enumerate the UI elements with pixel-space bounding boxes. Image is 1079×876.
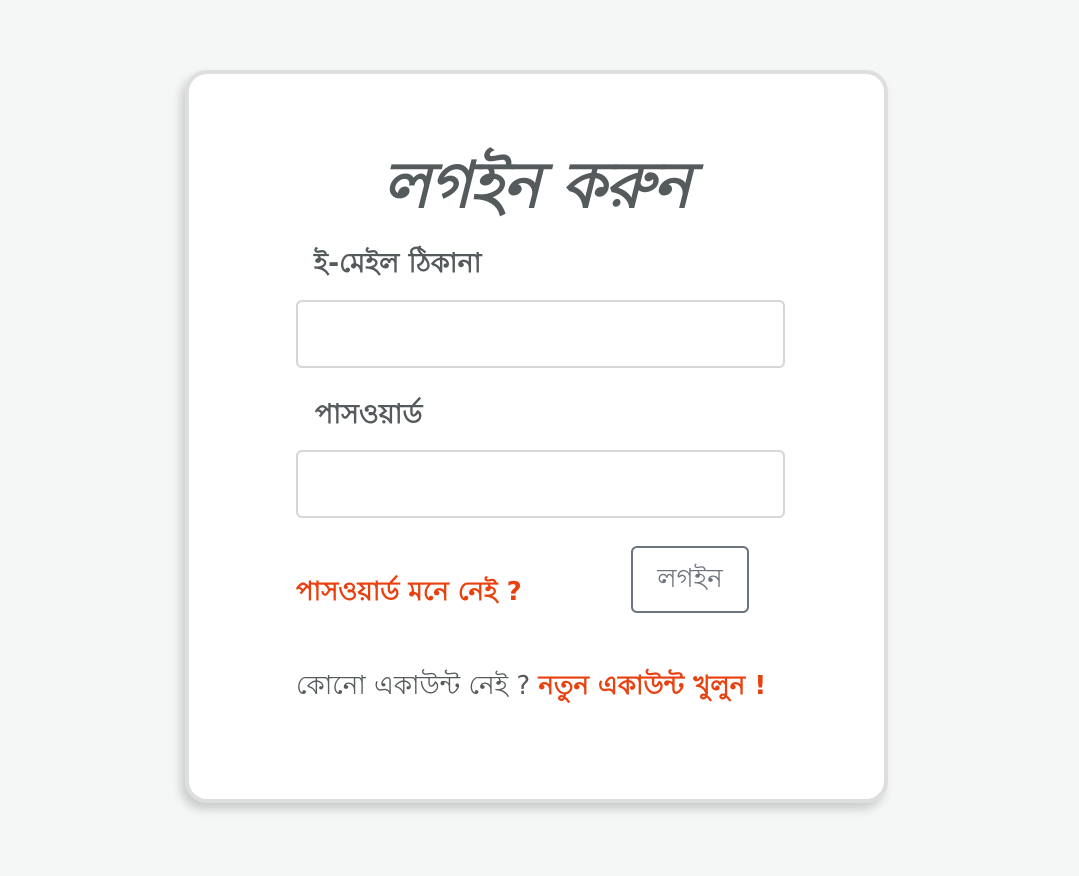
password-field[interactable]: [296, 450, 785, 518]
forgot-password-link[interactable]: পাসওয়ার্ড মনে নেই ?: [296, 577, 522, 607]
password-label: পাসওয়ার্ড: [315, 399, 423, 430]
login-button[interactable]: লগইন: [631, 546, 749, 613]
signup-link[interactable]: নতুন একাউন্ট খুলুন !: [538, 671, 767, 701]
login-card: [185, 70, 888, 803]
no-account-text: কোনো একাউন্ট নেই ?: [296, 671, 531, 701]
signup-row: [296, 666, 766, 706]
email-field[interactable]: [296, 300, 785, 368]
page-title: লগইন করুন: [382, 149, 691, 223]
email-label: ই-মেইল ঠিকানা: [314, 248, 482, 279]
